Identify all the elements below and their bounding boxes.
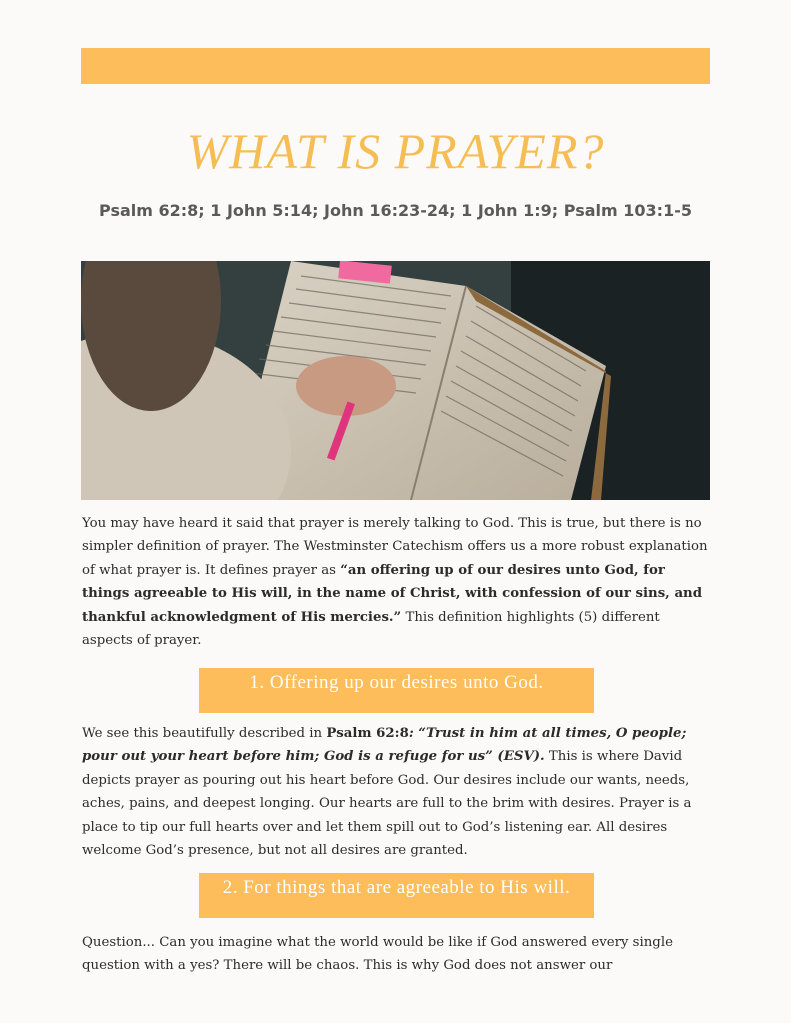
page-title: WHAT IS PRAYER? xyxy=(186,123,605,179)
intro-text-end: This definition highlights (5) different aspects of prayer. xyxy=(82,609,660,649)
section-offering-text-end: This is where David depicts prayer as pouring out his heart before God. Our desires include our wants, needs, aches, pains, and deepest longing. Our hearts are full to the brim with desires. Prayer is a place to tip our full hearts over and let them spill out to God’s listening ear. All desires welcome God’s presence, but not all desires are granted. xyxy=(82,749,692,859)
section-offering-text-start: We see this beautifully described in xyxy=(82,726,327,741)
scripture-references: Psalm 62:8; 1 John 5:14; John 16:23-24; 1 John 1:9; Psalm 103:1-5 xyxy=(99,201,692,220)
scripture-quote-psalm-62: : “Trust in him at all times, O people; pour out your heart before him; God is a refuge for us” (ESV). xyxy=(82,726,687,765)
catechism-definition: “an offering up of our desires unto God, for things agreeable to His will, in the name of Christ, with confession of our sins, and thankful acknowledgment of His mercies.” xyxy=(82,562,703,625)
section-heading-offering: 1. Offering up our desires unto God. xyxy=(199,668,594,713)
top-accent-bar xyxy=(81,48,710,84)
intro-paragraph xyxy=(82,512,712,652)
section-gods-will-paragraph: Question... Can you imagine what the world would be like if God answered every single question with a yes? There will be chaos. This is why God does not answer our xyxy=(82,935,673,974)
intro-text-start: You may have heard it said that prayer is merely talking to God. This is true, but there is no simpler definition of prayer. The Westminster Catechism offers us a more robust explanation of what prayer is. It defines prayer as xyxy=(82,516,708,578)
scripture-ref-psalm-62: Psalm 62:8 xyxy=(326,726,409,741)
bible-photo-icon xyxy=(81,261,710,500)
section-heading-gods-will: 2. For things that are agreeable to His will. xyxy=(199,873,594,918)
section-offering-paragraph xyxy=(82,722,712,862)
